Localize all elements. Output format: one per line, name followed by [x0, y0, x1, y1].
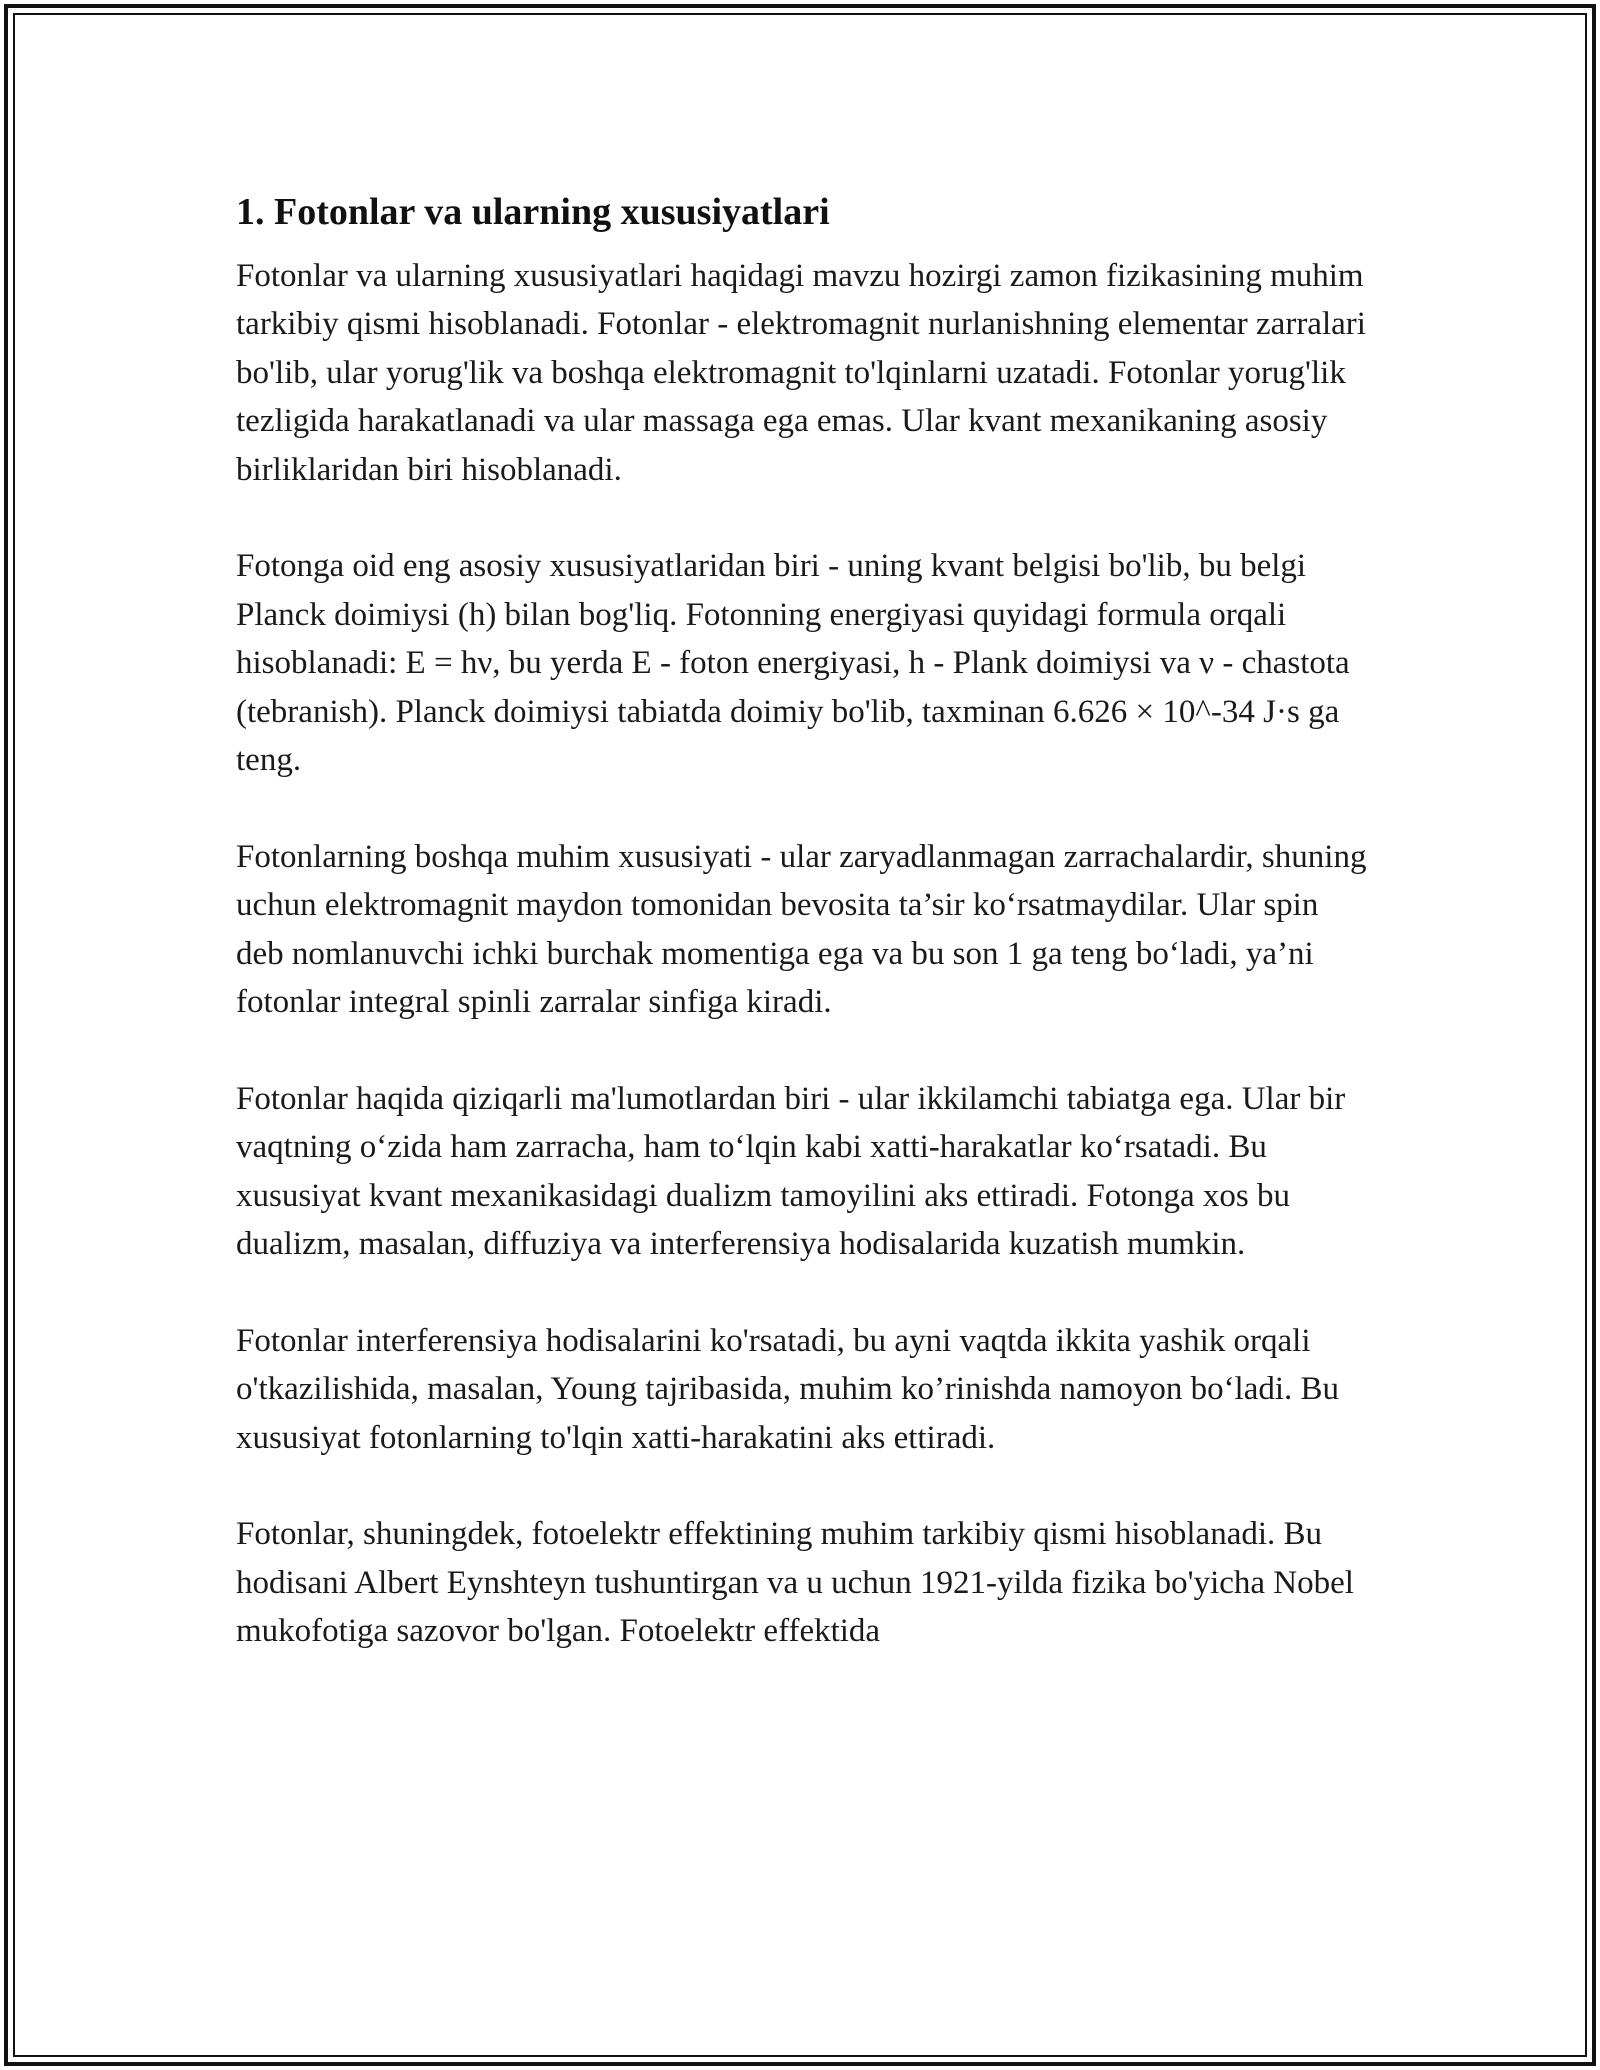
paragraph: Fotonlar, shuningdek, fotoelektr effektining muhim tarkibiy qismi hisoblanadi. Bu hodisani Albert Eynshteyn tushuntirgan va u uchun 1921-yilda fizika bo'yicha Nobel mukofotiga sazovor bo'lgan. Fotoelektr effektida	[236, 1516, 1354, 1650]
paragraph: Fotonlar va ularning xususiyatlari haqidagi mavzu hozirgi zamon fizikasining muhim tarkibiy qismi hisoblanadi. Fotonlar - elektromagnit nurlanishning elementar zarralari bo'lib, ular yorug'lik va boshqa elektromagnit to'lqinlarni uzatadi. Fotonlar yorug'lik tezligida harakatlanadi va ular massaga ega emas. Ular kvant mexanikaning asosiy birliklaridan biri hisoblanadi.	[236, 258, 1366, 488]
paragraph: Fotonlarning boshqa muhim xususiyati - ular zaryadlanmagan zarrachalardir, shuning uchun elektromagnit maydon tomonidan bevosita ta’sir ko‘rsatmaydilar. Ular spin deb nomlanuvchi ichki burchak momentiga ega va bu son 1 ga teng bo‘ladi, ya’ni fotonlar integral spinli zarralar sinfiga kiradi.	[236, 838, 1367, 1021]
document-body	[236, 188, 1368, 1704]
paragraph: Fotonlar haqida qiziqarli ma'lumotlardan biri - ular ikkilamchi tabiatga ega. Ular bir vaqtning o‘zida ham zarracha, ham to‘lqin kabi xatti-harakatlar ko‘rsatadi. Bu xususiyat kvant mexanikasidagi dualizm tamoyilini aks ettiradi. Fotonga xos bu dualizm, masalan, diffuziya va interferensiya hodisalarida kuzatish mumkin.	[236, 1080, 1346, 1263]
paragraph: Fotonlar interferensiya hodisalarini ko'rsatadi, bu ayni vaqtda ikkita yashik orqali o'tkazilishida, masalan, Young tajribasida, muhim ko’rinishda namoyon bo‘ladi. Bu xususiyat fotonlarning to'lqin xatti-harakatini aks ettiradi.	[236, 1322, 1340, 1456]
section-heading: 1. Fotonlar va ularning xususiyatlari	[236, 191, 830, 233]
paragraph: Fotonga oid eng asosiy xususiyatlaridan biri - uning kvant belgisi bo'lib, bu belgi Planck doimiysi (h) bilan bog'liq. Fotonning energiyasi quyidagi formula orqali hisoblanadi: E = hν, bu yerda E - foton energiyasi, h - Plank doimiysi va ν - chastota (tebranish). Planck doimiysi tabiatda doimiy bo'lib, taxminan 6.626 × 10^-34 J·s ga teng.	[236, 548, 1350, 779]
